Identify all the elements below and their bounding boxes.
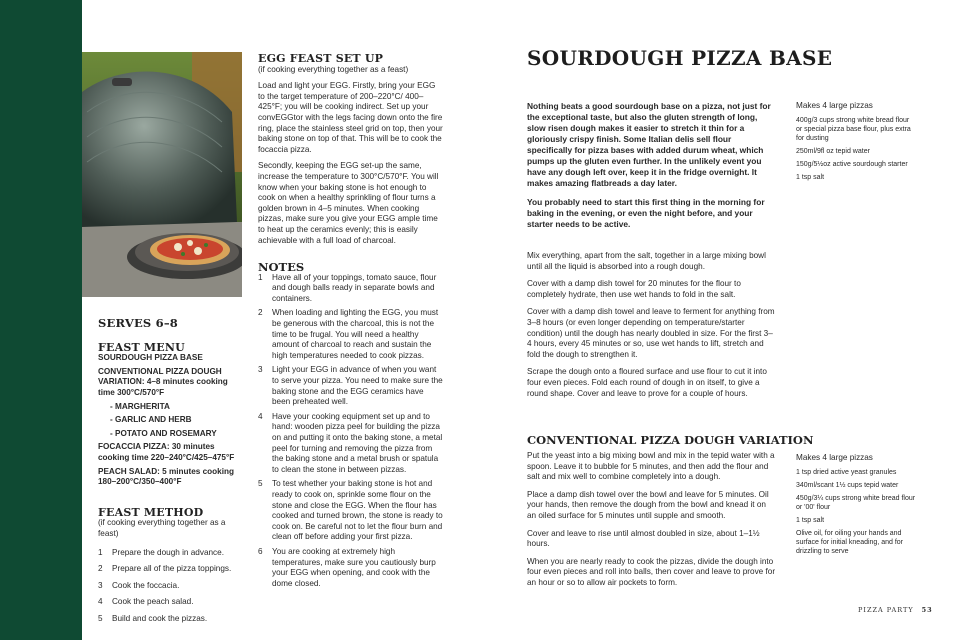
page-footer bbox=[858, 606, 933, 614]
ingredient-item: 400g/3 cups strong white bread flour or special pizza base flour, plus extra for dusting bbox=[796, 117, 911, 142]
makes-label: Makes 4 large pizzas bbox=[796, 453, 873, 462]
egg-setup-paragraph: Secondly, keeping the EGG set-up the same, increase the temperature to 300°C/570°F. You will know when your baking stone is hot enough to cook on when a healthy sprinkling of flour turns a golden brown in 4–5 minutes. When cooking pizzas, make sure you give your EGG ample time to heat up the ceramics evenly; this is easily achievable with a full load of charcoal. bbox=[258, 161, 439, 245]
section-label: PIZZA PARTY bbox=[858, 606, 914, 614]
egg-setup-heading: EGG FEAST SET UP bbox=[258, 52, 384, 65]
conventional-ingredients bbox=[796, 453, 916, 560]
method-paragraph: Mix everything, apart from the salt, together in a large mixing bowl until all the liquid is absorbed into a rough dough. bbox=[527, 251, 766, 271]
list-item: 1 Have all of your toppings, tomato sauce, flour and dough balls ready in separate bowls and containers. bbox=[258, 272, 437, 303]
method-paragraph: Place a damp dish towel over the bowl and leave for 5 minutes. Oil your hands, then remove the dough from the bowl and knead it on an oiled surface for 5 minutes until supple and smooth. bbox=[527, 489, 769, 520]
method-paragraph: Cover with a damp dish towel for 20 minutes for the flour to completely hydrate, then use wet hands to fold in the salt. bbox=[527, 279, 741, 299]
list-item: 5 To test whether your baking stone is hot and ready to cook on, sprinkle some flour on the stone and close the EGG. When the flour has cooked and turned brown, the stone is ready to cook on. Be careful not to let the flour burn and clean off before adding your first pizza. bbox=[258, 479, 443, 542]
method-paragraph: When you are nearly ready to cook the pizzas, divide the dough into four even pieces and roll into balls, then cover and leave to prove for an hour or so to allow air pockets to form. bbox=[527, 556, 776, 587]
method-paragraph: Cover and leave to rise until almost doubled in size, about 1–1½ hours. bbox=[527, 528, 760, 549]
intro-paragraph: Nothing beats a good sourdough base on a pizza, not just for the exceptional taste, but also the gluten strength of long, slow risen dough makes it easier to stretch it thin for a gloriously crispy finish. Some Italian delis sell flour specifically for pizza bases with added durum wheat, which pumps up the gluten even further. In the unlikely event you have any dough left over, keep it in the fridge overnight. It makes amazing flatbreads a day later. bbox=[527, 101, 771, 188]
notes-list bbox=[258, 273, 444, 590]
feast-menu-item: - POTATO AND ROSEMARY bbox=[110, 428, 217, 438]
intro-paragraph: You probably need to start this first thing in the morning for baking in the evening, or even the night before, and your starter needs to be active. bbox=[527, 197, 765, 229]
setup-notes-column bbox=[258, 54, 444, 593]
feast-menu-item: SOURDOUGH PIZZA BASE bbox=[98, 353, 203, 363]
page-title: SOURDOUGH PIZZA BASE bbox=[527, 46, 833, 70]
feast-method-subheading: (if cooking everything together as a feast) bbox=[98, 518, 226, 538]
method-paragraph: Put the yeast into a big mixing bowl and mix in the tepid water with a spoon. Leave it to bubble for 5 minutes, and then add the flour and salt and mix well to combine completely into a dough. bbox=[527, 451, 775, 482]
feast-menu-item: PEACH SALAD: 5 minutes cooking 180–200°C/350–400°F bbox=[98, 466, 235, 487]
list-item: 4 Have your cooking equipment set up and to hand: wooden pizza peel for building the pizza on and putting it onto the baking stone, a metal peel for turning and removing the pizza from the baking stone and a metal brush or spatula to clean the stone in between pizzas. bbox=[258, 411, 443, 474]
feast-method-steps bbox=[98, 548, 244, 625]
grill-pizza-photo bbox=[82, 52, 242, 297]
method-paragraph: Cover with a damp dish towel and leave to ferment for anything from 3–8 hours (or even longer depending on temperature/starter condition) until the dough has nearly doubled in size. For the first 3–4 hours, every 45 minutes or so, use wet hands to lift, stretch and fold the dough to strengthen it. bbox=[527, 307, 775, 359]
ingredient-item: 340ml/scant 1½ cups tepid water bbox=[796, 482, 899, 489]
left-column bbox=[98, 318, 244, 630]
makes-label: Makes 4 large pizzas bbox=[796, 101, 873, 110]
ingredient-item: 150g/5½oz active sourdough starter bbox=[796, 161, 908, 168]
list-item: 4 Cook the peach salad. bbox=[98, 597, 194, 607]
feast-menu-heading: FEAST MENU bbox=[98, 340, 185, 354]
list-item: 2 When loading and lighting the EGG, you must be generous with the charcoal, this is not the time to be frugal. You will need a healthy amount of charcoal to reach and sustain the high temperatures needed to cook pizzas. bbox=[258, 308, 439, 360]
ingredient-item: Olive oil, for oiling your hands and surface for initial kneading, and for drizzling to serve bbox=[796, 530, 904, 555]
sourdough-method bbox=[527, 251, 777, 406]
serves-heading: SERVES 6–8 bbox=[98, 316, 178, 330]
ingredient-item: 250ml/9fl oz tepid water bbox=[796, 148, 870, 155]
list-item: 3 Light your EGG in advance of when you want to serve your pizza. You need to make sure the baking stone and the EGG ceramics have been preheated well. bbox=[258, 365, 443, 407]
egg-setup-paragraph: Load and light your EGG. Firstly, bring your EGG to the target temperature of 200–220°C/ 400–425°F; you will be cooking indirect. Set up your convEGGtor with the legs facing down onto the fire ring, place the stainless steel grid on top, then your baking stone on top of that. This will be to cook the focaccia pizza. bbox=[258, 81, 443, 154]
feast-menu-item: - MARGHERITA bbox=[110, 401, 170, 411]
conventional-heading: CONVENTIONAL PIZZA DOUGH VARIATION bbox=[527, 433, 814, 447]
ingredient-item: 1 tsp salt bbox=[796, 174, 825, 181]
feast-method-heading: FEAST METHOD bbox=[98, 505, 204, 519]
page-spine-band bbox=[0, 0, 82, 640]
list-item: 1 Prepare the dough in advance. bbox=[98, 547, 224, 557]
method-paragraph: Scrape the dough onto a floured surface and use flour to cut it into four even pieces. Fold each round of dough in on itself, to give a round shape. Cover and leave to prove for a couple of hours. bbox=[527, 367, 767, 398]
feast-menu-item: - GARLIC AND HERB bbox=[110, 415, 192, 425]
list-item: 6 You are cooking at extremely high temperatures, make sure you cautiously burp your EGG when opening, and cook with the dome closed. bbox=[258, 546, 436, 588]
ingredient-item: 1 tsp salt bbox=[796, 517, 825, 524]
list-item: 3 Cook the foccacia. bbox=[98, 580, 180, 590]
conventional-method bbox=[527, 451, 777, 596]
feast-menu-list bbox=[98, 353, 244, 488]
egg-setup-subheading: (if cooking everything together as a feast) bbox=[258, 64, 409, 74]
feast-menu-item: FOCACCIA PIZZA: 30 minutes cooking time 220–240°C/425–475°F bbox=[98, 442, 235, 462]
feast-menu-item: CONVENTIONAL PIZZA DOUGH VARIATION: 4–8 minutes cooking time 300°C/570°F bbox=[98, 366, 228, 397]
intro-text bbox=[527, 101, 775, 230]
notes-heading: NOTES bbox=[258, 260, 305, 275]
list-item: 2 Prepare all of the pizza toppings. bbox=[98, 564, 232, 574]
sourdough-ingredients bbox=[796, 101, 916, 186]
ingredient-item: 1 tsp dried active yeast granules bbox=[796, 469, 897, 476]
ingredient-item: 450g/3¼ cups strong white bread flour or '00' flour bbox=[796, 495, 916, 511]
list-item: 5 Build and cook the pizzas. bbox=[98, 613, 208, 623]
page-number: 53 bbox=[921, 606, 933, 614]
